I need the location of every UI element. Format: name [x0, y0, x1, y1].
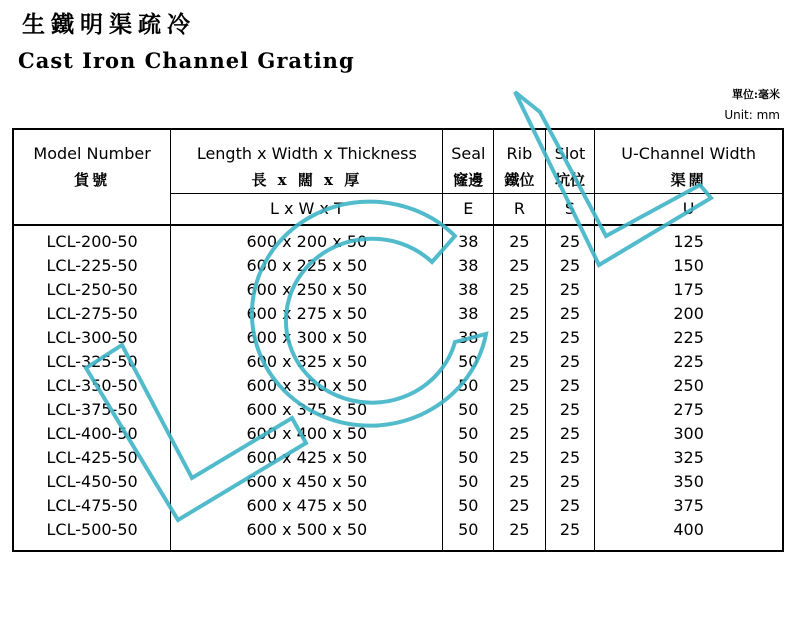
cell-dimensions: 600 x 300 x 50 [171, 326, 443, 350]
header-model-zh: 貨號 [13, 167, 171, 194]
cell-slot: 25 [545, 470, 595, 494]
cell-slot: 25 [545, 398, 595, 422]
cell-seal: 50 [443, 494, 494, 518]
cell-rib: 25 [494, 398, 546, 422]
cell-uchannel-width: 250 [673, 376, 704, 395]
cell-rib: 25 [494, 225, 546, 254]
cell-slot: 25 [545, 302, 595, 326]
cell-model: LCL-225-50 [13, 254, 171, 278]
cell-model: LCL-475-50 [13, 494, 171, 518]
cell-slot: 25 [545, 518, 595, 551]
cell-model: LCL-250-50 [13, 278, 171, 302]
cell-dimensions: 600 x 475 x 50 [171, 494, 443, 518]
header-rib-en: Rib [494, 129, 546, 167]
table-row [13, 254, 783, 278]
header-row-symbols [13, 194, 783, 226]
cell-seal: 38 [443, 326, 494, 350]
table-row [13, 326, 783, 350]
table-row [13, 398, 783, 422]
cell-uchannel-width: 225 [673, 328, 704, 347]
cell-slot: 25 [545, 374, 595, 398]
cell-model: LCL-425-50 [13, 446, 171, 470]
cell-rib: 25 [494, 254, 546, 278]
cell-rib: 25 [494, 326, 546, 350]
cell-model: LCL-350-50 [13, 374, 171, 398]
header-slot-en: Slot [545, 129, 595, 167]
cell-uchannel-width: 325 [673, 448, 704, 467]
spec-table [12, 128, 784, 552]
unit-label-english: Unit: mm [724, 108, 780, 122]
header-uchannel-en: U-Channel Width [621, 144, 757, 163]
header-model-blank [13, 194, 171, 226]
table-row [13, 470, 783, 494]
header-model-en: Model Number [13, 129, 171, 167]
cell-seal: 50 [443, 350, 494, 374]
cell-model: LCL-500-50 [13, 518, 171, 551]
cell-seal: 50 [443, 398, 494, 422]
cell-model: LCL-325-50 [13, 350, 171, 374]
table-row [13, 518, 783, 551]
table-row [13, 494, 783, 518]
cell-uchannel-width: 125 [673, 232, 704, 251]
table-row [13, 374, 783, 398]
cell-seal: 50 [443, 422, 494, 446]
cell-uchannel-width: 350 [673, 472, 704, 491]
cell-uchannel-width: 175 [673, 280, 704, 299]
cell-rib: 25 [494, 278, 546, 302]
cell-rib: 25 [494, 302, 546, 326]
cell-dimensions: 600 x 225 x 50 [171, 254, 443, 278]
cell-seal: 38 [443, 225, 494, 254]
cell-model: LCL-375-50 [13, 398, 171, 422]
cell-dimensions: 600 x 425 x 50 [171, 446, 443, 470]
cell-slot: 25 [545, 225, 595, 254]
cell-uchannel-width: 400 [673, 520, 704, 539]
cell-rib: 25 [494, 446, 546, 470]
cell-rib: 25 [494, 494, 546, 518]
cell-slot: 25 [545, 254, 595, 278]
cell-slot: 25 [545, 350, 595, 374]
page-title-chinese: 生鐵明渠疏冷 [22, 11, 196, 38]
header-uchannel-symbol: U [595, 194, 783, 226]
cell-dimensions: 600 x 275 x 50 [171, 302, 443, 326]
cell-uchannel-width: 200 [673, 304, 704, 323]
header-seal-zh: 窿邊 [443, 167, 494, 194]
cell-uchannel-width: 300 [673, 424, 704, 443]
header-row-chinese [13, 167, 783, 194]
cell-slot: 25 [545, 278, 595, 302]
cell-seal: 50 [443, 518, 494, 551]
unit-label-chinese: 單位:毫米 [731, 88, 780, 101]
cell-dimensions: 600 x 200 x 50 [171, 225, 443, 254]
cell-rib: 25 [494, 518, 546, 551]
cell-model: LCL-275-50 [13, 302, 171, 326]
cell-dimensions: 600 x 375 x 50 [171, 398, 443, 422]
cell-seal: 50 [443, 446, 494, 470]
cell-seal: 38 [443, 254, 494, 278]
header-slot-symbol: S [545, 194, 595, 226]
cell-seal: 50 [443, 374, 494, 398]
cell-rib: 25 [494, 350, 546, 374]
header-dims-en: Length x Width x Thickness [171, 129, 443, 167]
cell-slot: 25 [545, 326, 595, 350]
table-row [13, 278, 783, 302]
cell-dimensions: 600 x 400 x 50 [171, 422, 443, 446]
cell-seal: 50 [443, 470, 494, 494]
table-row [13, 446, 783, 470]
cell-dimensions: 600 x 250 x 50 [171, 278, 443, 302]
header-uchannel-zh: 渠闊 [670, 171, 707, 189]
header-dims-zh: 長 x 闊 x 厚 [171, 167, 443, 194]
table-row [13, 422, 783, 446]
cell-uchannel-width: 375 [673, 496, 704, 515]
cell-model: LCL-300-50 [13, 326, 171, 350]
header-slot-zh: 坑位 [545, 167, 595, 194]
header-seal-symbol: E [443, 194, 494, 226]
header-row-english [13, 129, 783, 167]
header-rib-symbol: R [494, 194, 546, 226]
cell-uchannel-width: 150 [673, 256, 704, 275]
cell-model: LCL-200-50 [13, 225, 171, 254]
cell-rib: 25 [494, 374, 546, 398]
cell-dimensions: 600 x 325 x 50 [171, 350, 443, 374]
header-rib-zh: 鐵位 [494, 167, 546, 194]
cell-seal: 38 [443, 278, 494, 302]
cell-slot: 25 [545, 494, 595, 518]
table-row [13, 350, 783, 374]
cell-model: LCL-400-50 [13, 422, 171, 446]
cell-rib: 25 [494, 470, 546, 494]
header-dims-symbol: L x W x T [171, 194, 443, 226]
page-title-english: Cast Iron Channel Grating [18, 48, 355, 73]
cell-seal: 38 [443, 302, 494, 326]
cell-rib: 25 [494, 422, 546, 446]
cell-slot: 25 [545, 446, 595, 470]
cell-dimensions: 600 x 450 x 50 [171, 470, 443, 494]
header-seal-en: Seal [443, 129, 494, 167]
cell-slot: 25 [545, 422, 595, 446]
cell-uchannel-width: 275 [673, 400, 704, 419]
cell-uchannel-width: 225 [673, 352, 704, 371]
table-row [13, 302, 783, 326]
cell-dimensions: 600 x 350 x 50 [171, 374, 443, 398]
table-row [13, 225, 783, 254]
cell-dimensions: 600 x 500 x 50 [171, 518, 443, 551]
cell-model: LCL-450-50 [13, 470, 171, 494]
